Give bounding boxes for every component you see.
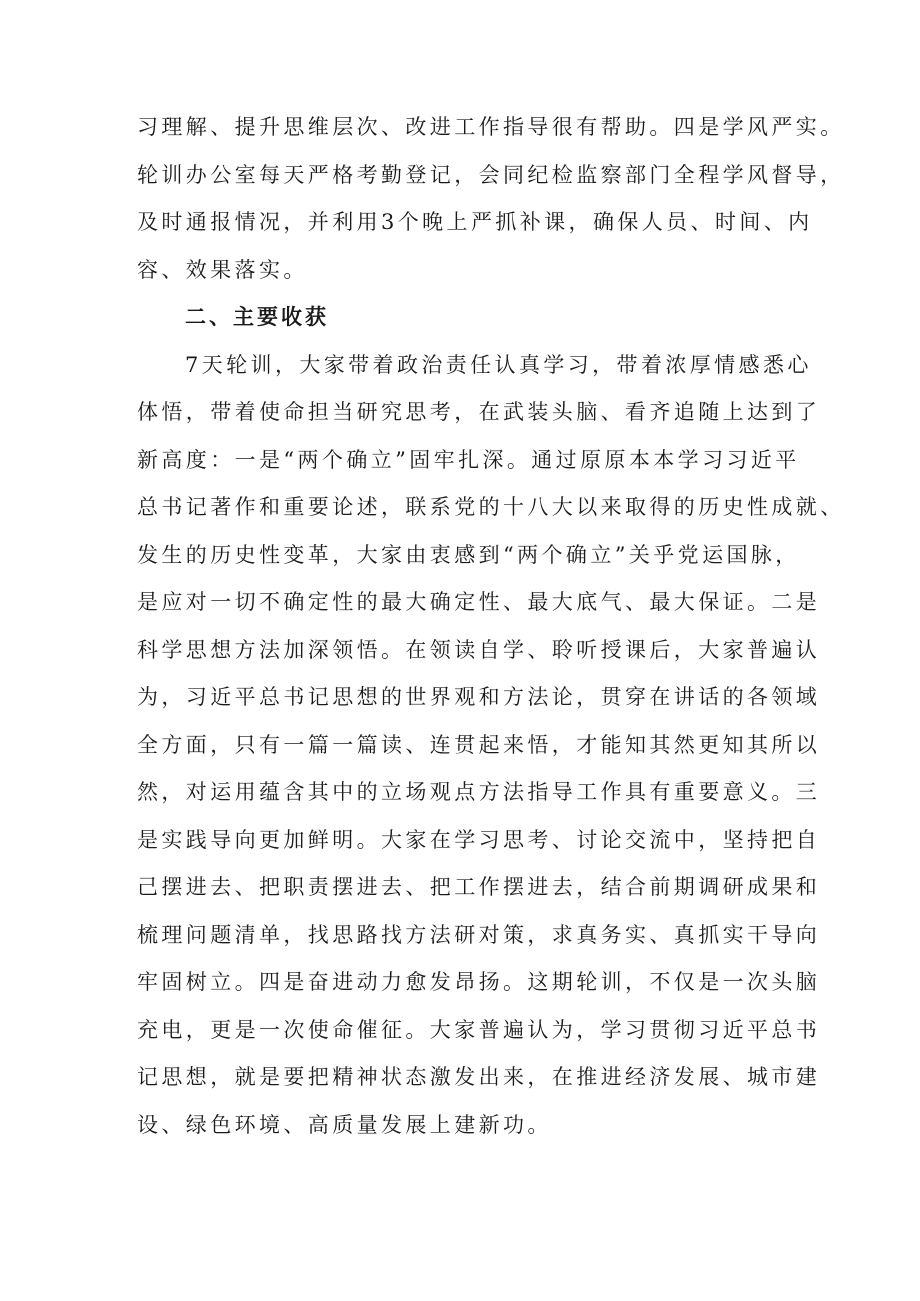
paragraph-line: 容、效果落实。 [137, 257, 308, 282]
document-body [137, 104, 845, 1149]
paragraph-line: 轮训办公室每天严格考勤登记，会同纪检监察部门全程学风督导， [137, 162, 845, 187]
paragraph-line: 设、绿色环境、高质量发展上建新功。 [137, 1112, 552, 1137]
paragraph-line: 7天轮训，大家带着政治责任认真学习，带着浓厚情感悉心 [185, 352, 812, 377]
paragraph-line: 习理解、提升思维层次、改进工作指导很有帮助。四是学风严实。 [137, 115, 845, 139]
paragraph-line: 然，对运用蕴含其中的立场观点方法指导工作具有重要意义。三 [137, 780, 821, 804]
paragraph-line: 牢固树立。四是奋进动力愈发昂扬。这期轮训，不仅是一次头脑 [137, 970, 821, 994]
paragraph-line: 新高度：一是“两个确立”固牢扎深。通过原原本本学习习近平 [137, 447, 800, 472]
paragraph-line: 是应对一切不确定性的最大确定性、最大底气、最大保证。二是 [137, 590, 821, 614]
paragraph-line: 梳理问题清单，找思路找方法研对策，求真务实、真抓实干导向 [137, 922, 821, 947]
paragraph-line: 科学思想方法加深领悟。在领读自学、聆听授课后，大家普遍认 [137, 637, 821, 662]
paragraph-line: 发生的历史性变革，大家由衷感到“两个确立”关乎党运国脉， [137, 542, 800, 567]
paragraph-line: 充电，更是一次使命催征。大家普遍认为，学习贯彻习近平总书 [137, 1017, 821, 1042]
paragraph-line: 总书记著作和重要论述，联系党的十八大以来取得的历史性成就、 [137, 495, 845, 519]
section-heading: 二、主要收获 [185, 305, 329, 329]
paragraph-line: 记思想，就是要把精神状态激发出来，在推进经济发展、城市建 [137, 1065, 821, 1089]
paragraph-line: 及时通报情况，并利用3个晚上严抓补课，确保人员、时间、内 [137, 210, 813, 234]
paragraph-line: 体悟，带着使命担当研究思考，在武装头脑、看齐追随上达到了 [137, 400, 821, 424]
paragraph-line: 是实践导向更加鲜明。大家在学习思考、讨论交流中，坚持把自 [137, 827, 821, 852]
paragraph-line: 己摆进去、把职责摆进去、把工作摆进去，结合前期调研成果和 [137, 875, 821, 899]
paragraph-line: 为，习近平总书记思想的世界观和方法论，贯穿在讲话的各领域 [137, 685, 821, 709]
paragraph-line: 全方面，只有一篇一篇读、连贯起来悟，才能知其然更知其所以 [137, 732, 821, 757]
